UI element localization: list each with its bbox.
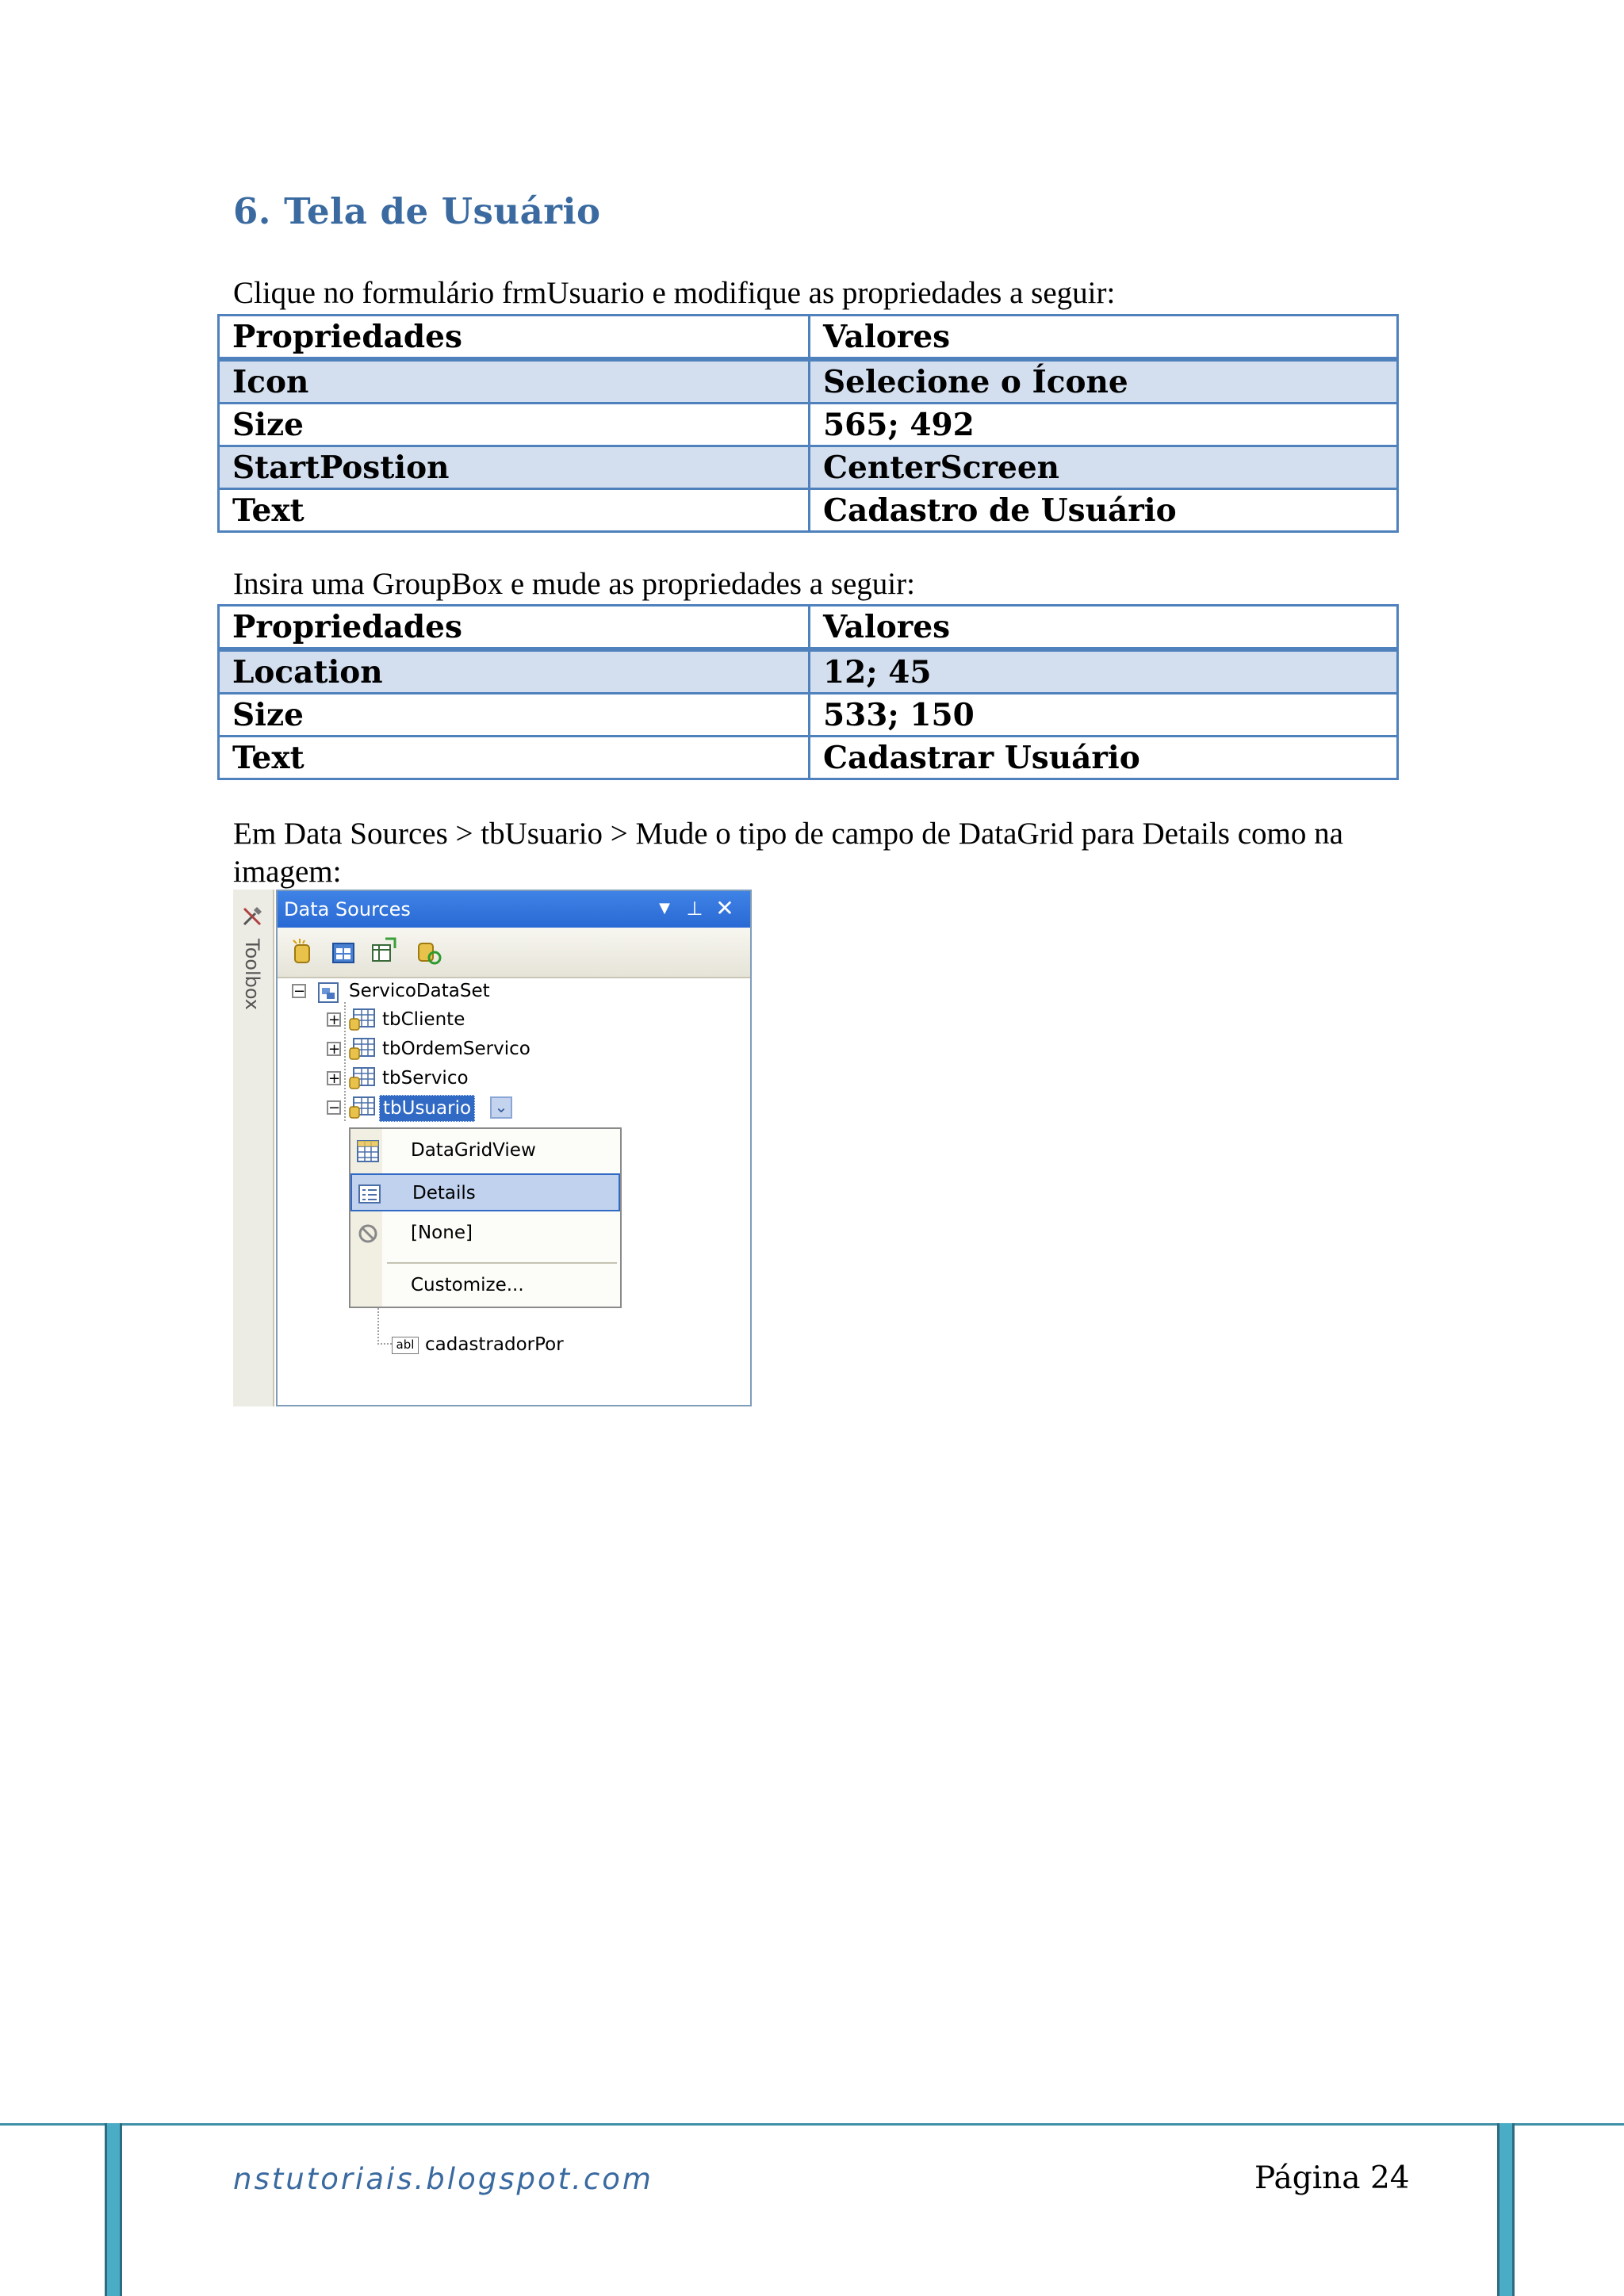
tree-node-table[interactable] — [278, 1066, 750, 1091]
table-icon — [349, 1096, 376, 1119]
menu-separator — [387, 1262, 617, 1264]
dropdown-arrow-icon[interactable]: ▼ — [659, 900, 670, 916]
property-cell: Size — [219, 694, 810, 737]
toolbox-label: Toolbox — [241, 939, 263, 1010]
tree-node-root[interactable] — [278, 978, 750, 1004]
tree-node-field[interactable] — [278, 1332, 750, 1357]
collapse-icon[interactable]: − — [328, 1100, 341, 1116]
table-row — [219, 446, 1398, 489]
menu-item-none[interactable] — [350, 1215, 620, 1253]
add-data-source-icon[interactable] — [289, 937, 317, 966]
table-header-row — [219, 316, 1398, 360]
control-type-menu — [349, 1127, 622, 1308]
tree-node-label: ServicoDataSet — [349, 981, 490, 1001]
table-icon — [349, 1066, 376, 1090]
footer-divider — [0, 2123, 1624, 2126]
tree-node-table[interactable] — [278, 1007, 750, 1032]
tree-node-label: tbOrdemServico — [382, 1039, 530, 1059]
value-cell: Selecione o Ícone — [810, 359, 1398, 404]
value-cell: Cadastro de Usuário — [810, 489, 1398, 532]
property-cell: Size — [219, 404, 810, 446]
table-row — [219, 359, 1398, 404]
page-number: Página 24 — [1254, 2160, 1410, 2196]
menu-item-datagridview[interactable] — [350, 1132, 620, 1170]
table-row — [219, 694, 1398, 737]
chevron-down-icon[interactable]: ⌄ — [490, 1096, 512, 1119]
table-row — [219, 649, 1398, 694]
intro-paragraph-1: Clique no formulário frmUsuario e modifique as propriedades a seguir: — [233, 276, 1116, 310]
table-icon — [349, 1008, 376, 1031]
intro-paragraph-3: Em Data Sources > tbUsuario > Mude o tipo de campo de DataGrid para Details como na imagem: — [233, 817, 1343, 889]
table-row — [219, 489, 1398, 532]
table-icon — [349, 1037, 376, 1061]
property-cell: Text — [219, 489, 810, 532]
pin-icon[interactable]: ⊥ — [686, 897, 703, 920]
header-cell-values: Valores — [810, 606, 1398, 650]
value-cell: 533; 150 — [810, 694, 1398, 737]
menu-item-customize[interactable] — [350, 1267, 620, 1305]
toolbox-icon — [239, 904, 265, 929]
value-cell: 565; 492 — [810, 404, 1398, 446]
collapse-icon[interactable]: − — [293, 983, 306, 1000]
properties-table-groupbox — [217, 604, 1399, 780]
property-cell: Location — [219, 649, 810, 694]
tree-node-table[interactable] — [278, 1036, 750, 1062]
no-entry-icon — [355, 1221, 381, 1246]
expand-icon[interactable]: + — [328, 1070, 341, 1087]
table-row — [219, 737, 1398, 779]
value-cell: CenterScreen — [810, 446, 1398, 489]
table-row — [219, 404, 1398, 446]
value-cell: 12; 45 — [810, 649, 1398, 694]
menu-item-label: [None] — [411, 1223, 473, 1243]
tree-node-table-selected[interactable] — [278, 1095, 750, 1120]
section-heading: 6. Tela de Usuário — [233, 190, 601, 232]
property-cell: StartPostion — [219, 446, 810, 489]
expand-icon[interactable]: + — [328, 1012, 341, 1028]
configure-dataset-icon[interactable] — [370, 937, 398, 966]
footer-site-link[interactable]: nstutoriais.blogspot.com — [233, 2162, 653, 2196]
dataset-icon — [317, 980, 343, 1004]
textbox-field-icon: abl — [392, 1337, 419, 1354]
datagrid-icon — [355, 1138, 381, 1164]
menu-item-details[interactable] — [350, 1173, 620, 1211]
menu-item-label: DataGridView — [411, 1140, 536, 1161]
tree-node-label: tbUsuario — [379, 1095, 475, 1122]
panel-title: Data Sources — [284, 898, 411, 920]
menu-item-label: Customize... — [411, 1275, 524, 1295]
footer-accent-bar-right — [1497, 2123, 1515, 2296]
edit-dataset-icon[interactable] — [330, 937, 358, 966]
tree-node-label: tbCliente — [382, 1009, 465, 1030]
expand-icon[interactable]: + — [328, 1041, 341, 1058]
properties-table-form — [217, 314, 1399, 533]
table-header-row — [219, 606, 1398, 650]
footer-accent-bar-left — [105, 2123, 122, 2296]
value-cell: Cadastrar Usuário — [810, 737, 1398, 779]
details-icon — [357, 1181, 382, 1207]
intro-paragraph-2: Insira uma GroupBox e mude as propriedades a seguir: — [233, 567, 915, 601]
close-icon[interactable]: ✕ — [715, 895, 734, 921]
header-cell-values: Valores — [810, 316, 1398, 360]
property-cell: Icon — [219, 359, 810, 404]
panel-toolbar — [278, 928, 750, 978]
toolbox-strip[interactable] — [233, 890, 274, 1406]
tree-node-label: cadastradorPor — [425, 1334, 564, 1355]
menu-item-label: Details — [412, 1183, 476, 1203]
header-cell-properties: Propriedades — [219, 316, 810, 360]
refresh-icon[interactable] — [414, 937, 442, 966]
header-cell-properties: Propriedades — [219, 606, 810, 650]
tree-node-label: tbServico — [382, 1068, 469, 1089]
property-cell: Text — [219, 737, 810, 779]
panel-title-bar — [278, 891, 750, 928]
